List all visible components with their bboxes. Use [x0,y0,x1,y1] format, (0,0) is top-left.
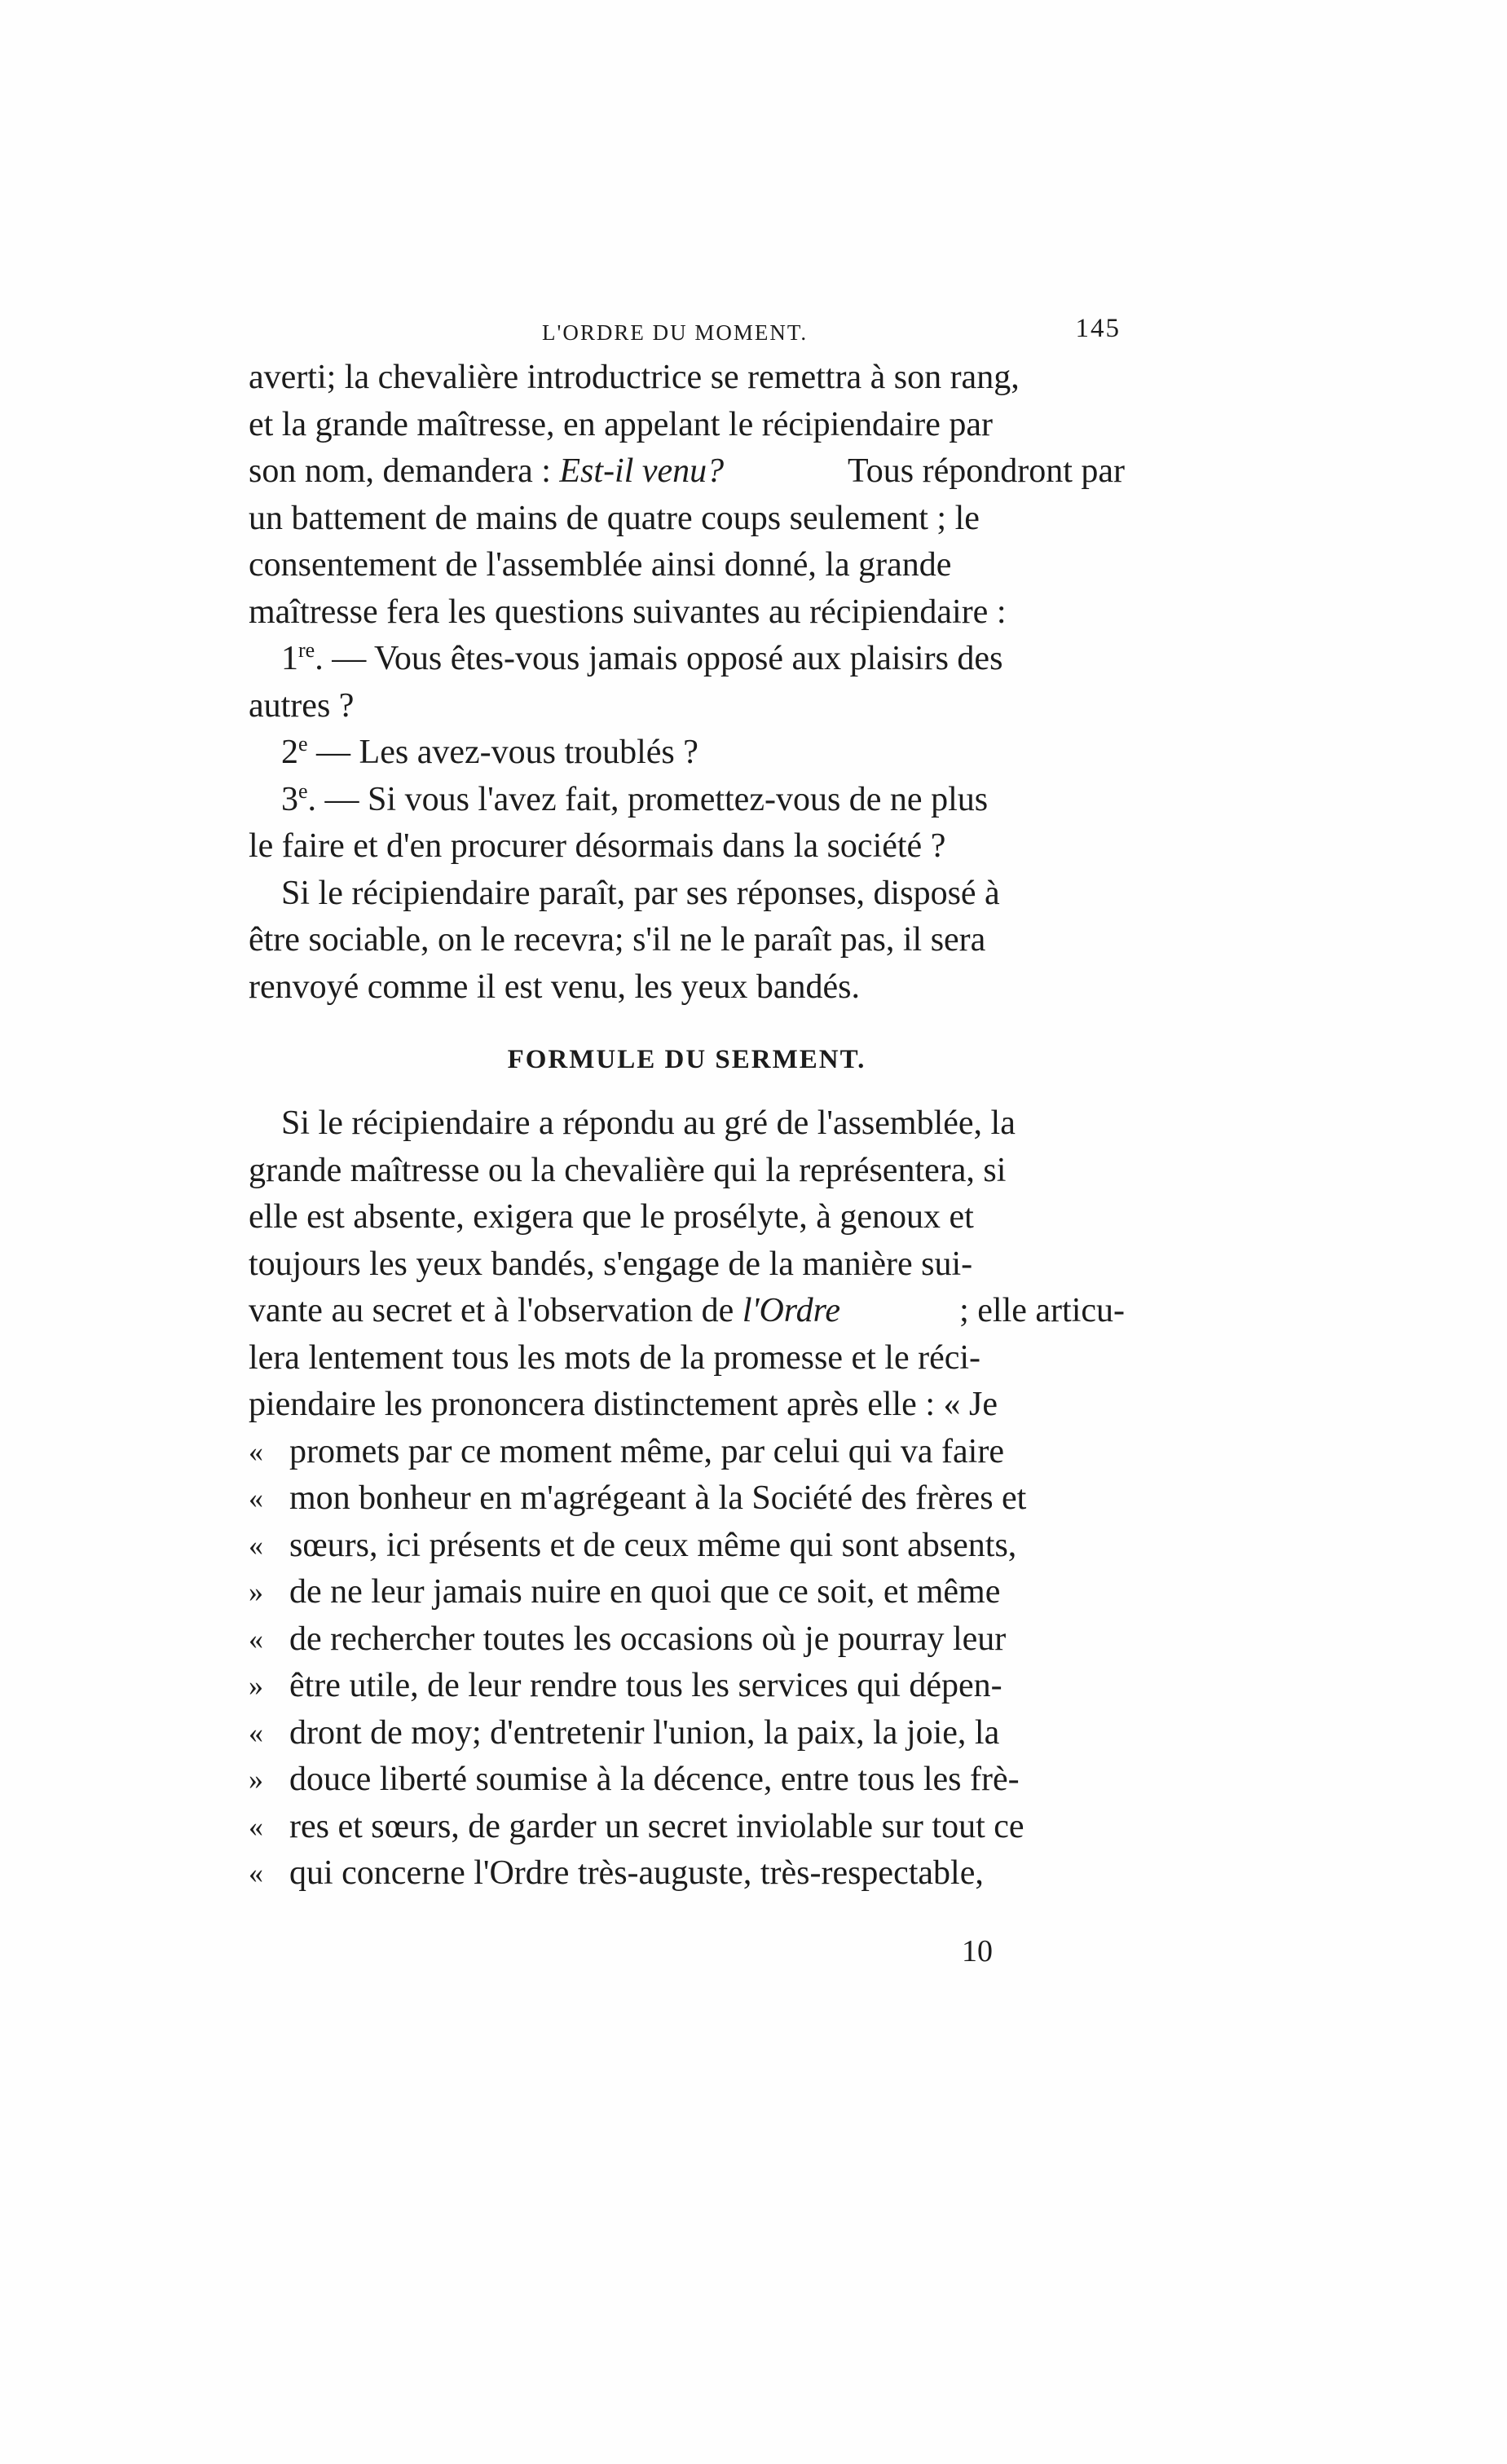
oath-text: douce liberté soumise à la décence, entre tous les frè- [289,1761,1020,1798]
text-line: maîtresse fera les questions suivantes au récipiendaire : [249,593,1007,631]
text-line: toujours les yeux bandés, s'engage de la manière sui- [249,1245,973,1283]
text-span: ; elle articu- [959,1292,1125,1329]
section-title: FORMULE DU SERMENT. [507,1045,866,1074]
quote-mark: » [249,1576,263,1608]
oath-text: qui concerne l'Ordre très-auguste, très-respectable, [289,1854,984,1892]
text-line: averti; la chevalière introductrice se remettra à son rang, [249,359,1020,396]
oath-text: promets par ce moment même, par celui qui va faire [289,1432,1004,1470]
question-text: 1re. — Vous êtes-vous jamais opposé aux plaisirs des [281,638,1003,677]
quote-mark: « [249,1482,263,1514]
text-span: vante au secret et à l'observation de l'Ordre [249,1292,841,1329]
oath-line [249,1429,1125,1476]
oath-line [249,1523,1125,1570]
text-line: renvoyé comme il est venu, les yeux bandés. [249,968,860,1006]
page-number: 145 [1075,314,1121,343]
italic-phrase: Est-il venu? [559,452,725,490]
quote-mark: » [249,1669,263,1702]
oath-line [249,1757,1125,1804]
oath-line [249,1850,1125,1898]
question-1 [249,636,1125,683]
text-line: consentement de l'assemblée ainsi donné, la grande [249,546,952,584]
text-line: autres ? [249,686,355,725]
quote-mark: « [249,1857,263,1889]
text-span: Tous répondront par [848,452,1125,490]
text-line: et la grande maîtresse, en appelant le récipiendaire par [249,405,994,443]
oath-line [249,1616,1125,1664]
oath-line [249,1569,1125,1616]
oath-line [249,1804,1125,1851]
quote-mark: « [249,1809,263,1843]
quote-mark: « [249,1528,263,1562]
signature-mark: 10 [962,1934,993,1968]
text-line: piendaire les prononcera distinctement après elle : « Je [249,1386,998,1423]
oath-text: mon bonheur en m'agrégeant à la Société des frères et [289,1479,1027,1517]
running-title: L'ORDRE DU MOMENT. [542,320,809,345]
text-span: son nom, demandera : Est-il venu? [249,452,725,490]
text-line: Si le récipiendaire paraît, par ses réponses, disposé à [281,874,1000,912]
oath-line [249,1663,1125,1710]
text-line: Si le récipiendaire a répondu au gré de l'assemblée, la [281,1104,1016,1142]
oath-text: res et sœurs, de garder un secret inviolable sur tout ce [289,1807,1024,1845]
quote-mark: « [249,1435,263,1468]
text-line [249,1288,1125,1335]
text-line: le faire et d'en procurer désormais dans la société ? [249,827,946,865]
oath-text: de rechercher toutes les occasions où je pourray leur [289,1620,1007,1658]
text-line: lera lentement tous les mots de la promesse et le réci- [249,1338,981,1377]
text-line [249,448,1125,496]
quote-mark: « [249,1716,263,1749]
page-header [249,314,1121,355]
question-text: 3e. — Si vous l'avez fait, promettez-vous de ne plus [281,778,989,818]
oath-text: de ne leur jamais nuire en quoi que ce soit, et même [289,1573,1001,1611]
oath-text: dront de moy; d'entretenir l'union, la paix, la joie, la [289,1713,1000,1752]
quote-mark: » [249,1763,263,1796]
question-3 [249,777,1125,824]
question-text: 2e — Les avez-vous troublés ? [281,732,698,771]
text-line: un battement de mains de quatre coups seulement ; le [249,499,980,537]
question-2 [249,730,1125,777]
body-text [249,355,1125,1898]
oath-text: sœurs, ici présents et de ceux même qui sont absents, [289,1526,1017,1564]
oath-line [249,1475,1125,1523]
text-line: elle est absente, exigera que le prosélyte, à genoux et [249,1198,974,1236]
oath-text: être utile, de leur rendre tous les services qui dépen- [289,1667,1002,1704]
text-line: être sociable, on le recevra; s'il ne le paraît pas, il sera [249,921,986,959]
oath-line [249,1710,1125,1757]
text-line: grande maîtresse ou la chevalière qui la représentera, si [249,1151,1007,1189]
italic-phrase: l'Ordre [742,1292,841,1329]
quote-mark: « [249,1622,263,1655]
